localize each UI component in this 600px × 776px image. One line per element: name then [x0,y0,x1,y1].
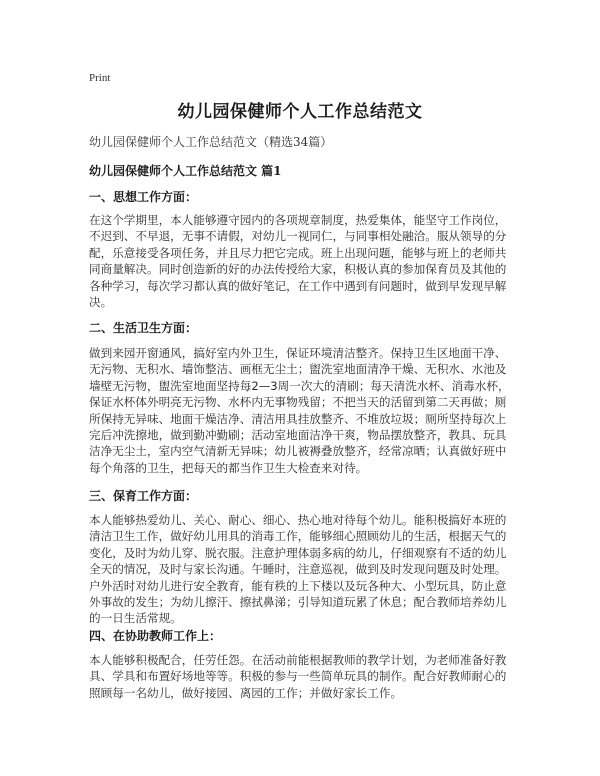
paragraph-line: 外事故的发生；为幼儿擦汗、擦拭鼻涕；引导知道玩累了休息；配合教师培养幼儿 [89,595,507,610]
paragraph-line: 各种学习，每次学习都认真的做好笔记，在工作中遇到有问题时，做到早发现早解 [89,278,507,293]
paragraph-line: 洁净无尘土，室内空气清新无异味；幼儿被褥叠放整齐，经常凉晒；认真做好班中 [89,444,507,459]
article-heading: 幼儿园保健师个人工作总结范文 篇1 [89,164,282,178]
section-paragraph-assist-teacher [89,652,521,701]
paragraph-line: 在这个学期里，本人能够遵守园内的各项规章制度，热爱集体，能坚守工作岗位， [89,213,507,227]
paragraph-line: 户外活时对幼儿进行安全教育，能有秩的上下楼以及玩各种大、小型玩具，防止意 [89,578,507,593]
paragraph-line: 无污物、无积水、墙饰整洁、画框无尘土；盥洗室地面清净干燥、无积水、水池及 [89,362,507,377]
print-link[interactable]: Print [89,72,111,84]
paragraph-line: 不迟到、不早退，无事不请假，对幼儿一视同仁，与同事相处融洽。服从领导的分 [89,229,507,244]
paragraph-line: 保证水杯体外明亮无污物、水杯内无事物残留；不把当天的活留到第二天再做；厕 [89,395,507,410]
paragraph-line: 完后冲洗擦地，做到勤冲勤刷；活动室地面洁净干爽，物品摆放整齐，教具、玩具 [89,428,507,443]
paragraph-line: 所保持无异味、地面干燥洁净、清洁用具挂放整齐、不堆放垃圾；厕所坚持每次上 [89,411,507,426]
paragraph-line: 本人能够积极配合，任劳任怨。在活动前能根据教师的教学计划，为老师准备好教 [89,653,507,667]
paragraph-line: 全天的情况，及时与家长沟通。午睡时，注意巡视，做到及时发现问题及时处理。 [89,562,507,577]
paragraph-line: 的一日生活常规。 [89,611,182,626]
section-paragraph-hygiene [89,345,521,476]
paragraph-line: 墙壁无污物，盥洗室地面坚持每2—3周一次大的清刷；每天清洗水杯、消毒水杯， [89,378,510,393]
paragraph-line: 决。 [89,295,113,310]
section-heading-childcare: 三、保育工作方面： [89,489,198,503]
paragraph-line: 本人能够热爱幼儿、关心、耐心、细心、热心地对待每个幼儿。能积极搞好本班的 [89,513,507,527]
section-heading-thought: 一、思想工作方面： [89,190,198,204]
section-paragraph-childcare [89,512,521,627]
paragraph-line: 做到来园开窗通风，搞好室内外卫生，保证环境清洁整齐。保持卫生区地面干净、 [89,346,507,360]
paragraph-line: 变化，及时为幼儿穿、脱衣服。注意护理体弱多病的幼儿，仔细观察有不适的幼儿 [89,545,507,560]
paragraph-line: 同商量解决。同时创造新的好的办法传授给大家，积极认真的参加保育员及其他的 [89,262,507,277]
section-heading-assist-teacher: 四、在协助教师工作上： [89,629,222,643]
paragraph-line: 清洁卫生工作，做好幼儿用具的消毒工作，能够细心照顾幼儿的生活，根据天气的 [89,529,507,544]
document-subtitle: 幼儿园保健师个人工作总结范文（精选34篇） [89,135,333,149]
paragraph-line: 配，乐意接受各项任务，并且尽力把它完成。班上出现问题，能够与班上的老师共 [89,245,507,260]
paragraph-line: 具、学具和布置好场地等等。积极的参与一些简单玩具的制作。配合好教师耐心的 [89,669,507,684]
paragraph-line: 照顾每一名幼儿，做好接园、离园的工作；并做好家长工作。 [89,685,403,700]
section-heading-hygiene: 二、生活卫生方面： [89,321,198,335]
paragraph-line: 每个角落的卫生，把每天的都当作卫生大检查来对待。 [89,460,368,475]
document-title: 幼儿园保健师个人工作总结范文 [177,102,423,122]
section-paragraph-thought [89,212,521,310]
